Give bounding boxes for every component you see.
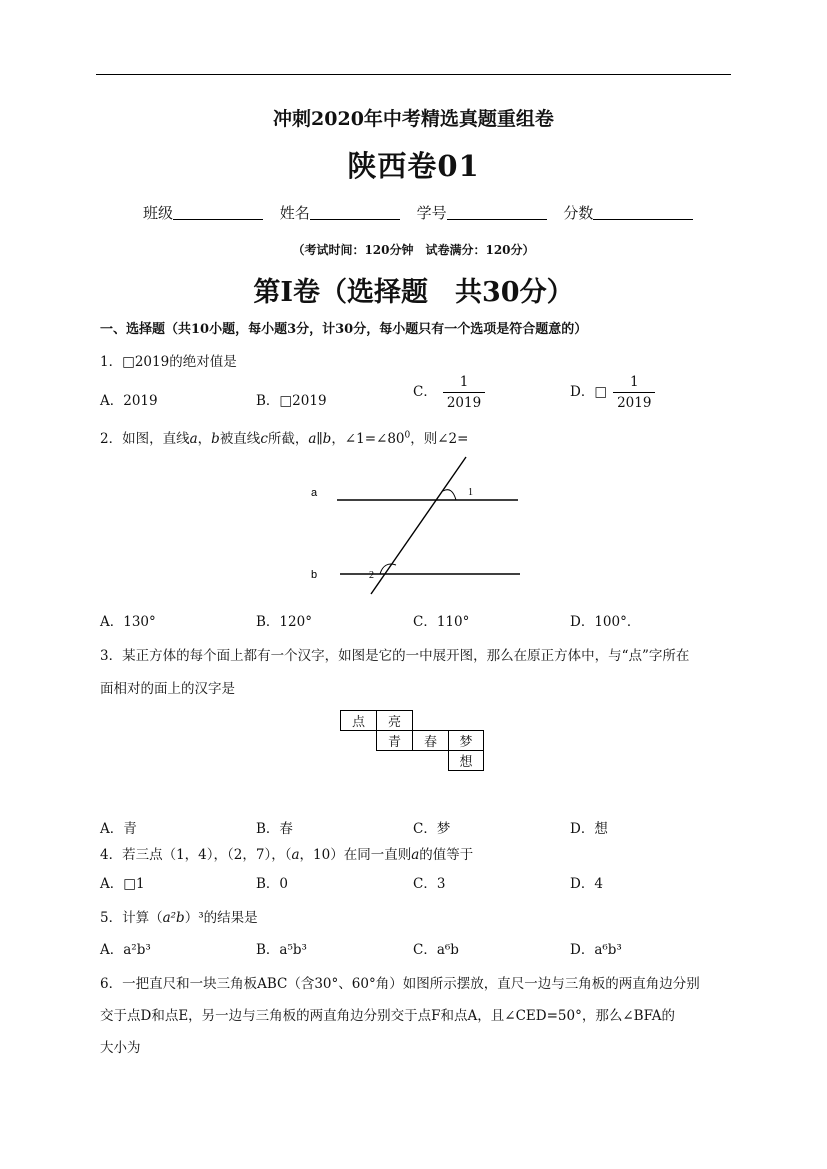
q4-stem: 4．若三点（1，4），（2，7），（a，10）在同一直则a的值等于 — [100, 847, 474, 863]
class-blank[interactable] — [173, 205, 263, 220]
q4-option-a[interactable]: A．□1 — [100, 876, 145, 892]
header-rule — [96, 74, 731, 75]
q6-stem-line1: 6．一把直尺和一块三角板ABC（含30°、60°角）如图所示摆放，直尺一边与三角板的两直角边分别 — [100, 976, 700, 992]
q3-net-cell: 青 — [376, 730, 413, 751]
q2-label-b: b — [311, 569, 318, 581]
name-field: 姓名 — [280, 202, 400, 223]
q4-option-b[interactable]: B．0 — [256, 876, 289, 892]
class-field: 班级 — [143, 202, 263, 223]
q1-stem: 1．□2019的绝对值是 — [100, 354, 237, 370]
q4-option-d[interactable]: D．4 — [570, 876, 603, 892]
student-info-row — [143, 202, 705, 223]
q1-option-b[interactable]: B．□2019 — [256, 393, 327, 409]
q3-net-cell: 想 — [448, 750, 484, 771]
q3-option-b[interactable]: B．春 — [256, 821, 293, 837]
q5-option-c[interactable]: C．a⁶b — [413, 942, 459, 958]
q1-d-fraction: $\frac{1}{2019}$ — [613, 374, 655, 411]
q3-option-d[interactable]: D．想 — [570, 821, 608, 837]
q3-net-cell: 点 — [340, 710, 377, 731]
q2-angle2-label: 2 — [369, 570, 374, 581]
exam-subtitle: 陕西卷01 — [347, 149, 480, 183]
q5-stem: 5．计算（a²b）³的结果是 — [100, 910, 258, 926]
name-blank[interactable] — [310, 205, 400, 220]
q2-option-d[interactable]: D．100°． — [570, 614, 641, 630]
section-title: 一、选择题（共10小题，每小题3分，计30分，每小题只有一个选项是符合题意的） — [100, 322, 588, 337]
q5-option-b[interactable]: B．a⁵b³ — [256, 942, 307, 958]
q2-label-a: a — [311, 487, 318, 499]
exam-title: 冲刺2020年中考精选真题重组卷 — [273, 108, 554, 130]
q2-parallel-lines-figure — [300, 452, 530, 602]
q2-angle1-arc — [443, 490, 456, 500]
time-note: （考试时间：120分钟 试卷满分：120分） — [292, 243, 535, 257]
q2-angle1-label: 1 — [468, 487, 473, 498]
q2-option-a[interactable]: A．130° — [100, 614, 156, 630]
q1-c-fraction: $\frac{1}{2019}$ — [443, 374, 485, 411]
q3-option-a[interactable]: A．青 — [100, 821, 137, 837]
student-id-field: 学号 — [417, 202, 547, 223]
q1-option-c[interactable]: C． $\frac{1}{2019}$ — [413, 374, 485, 411]
q4-option-c[interactable]: C．3 — [413, 876, 446, 892]
q2-stem: 2．如图，直线a，b被直线c所截，a∥b，$\angle 1=\angle 80^0$，则∠2= — [100, 430, 469, 447]
q2-option-b[interactable]: B．120° — [256, 614, 312, 630]
q3-stem-line1: 3．某正方体的每个面上都有一个汉字，如图是它的一中展开图，那么在原正方体中，与“点”字所在 — [100, 648, 690, 664]
student-id-blank[interactable] — [447, 205, 547, 220]
q6-stem-line3: 大小为 — [100, 1040, 141, 1056]
part-title: 第Ⅰ卷（选择题 共30分） — [253, 277, 574, 308]
score-blank[interactable] — [593, 205, 693, 220]
q1-option-d[interactable]: D．□ $\frac{1}{2019}$ — [570, 374, 655, 411]
score-field: 分数 — [563, 202, 693, 223]
q3-net-cell: 梦 — [448, 730, 484, 751]
q3-cube-net — [340, 710, 490, 772]
q3-option-c[interactable]: C．梦 — [413, 821, 451, 837]
q5-option-d[interactable]: D．a⁶b³ — [570, 942, 622, 958]
q3-stem-line2: 面相对的面上的汉字是 — [100, 681, 235, 697]
q2-option-c[interactable]: C．110° — [413, 614, 470, 630]
q5-option-a[interactable]: A．a²b³ — [100, 942, 151, 958]
q1-option-a[interactable]: A．2019 — [100, 393, 158, 409]
q3-net-cell: 春 — [412, 730, 449, 751]
q6-stem-line2: 交于点D和点E，另一边与三角板的两直角边分别交于点F和点A，且∠CED=50°，那么∠BFA的 — [100, 1008, 676, 1024]
q3-net-cell: 亮 — [376, 710, 413, 731]
